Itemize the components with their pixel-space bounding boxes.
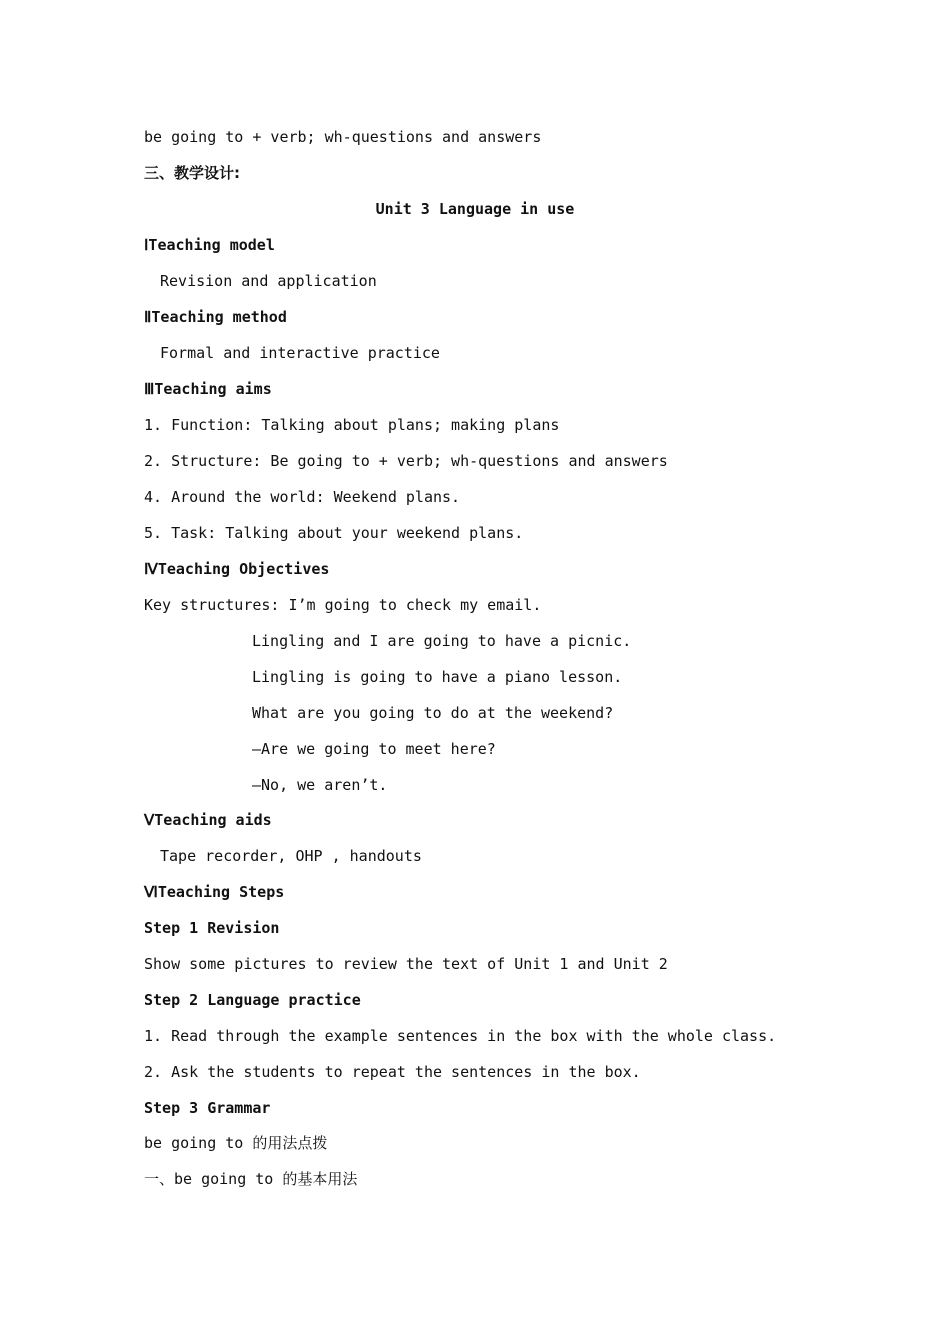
heading-teaching-steps: ⅥTeaching Steps xyxy=(144,883,285,901)
text-line: 一、be going to 的基本用法 xyxy=(144,1170,358,1188)
list-item: 1. Read through the example sentences in the box with the whole class. xyxy=(144,1027,777,1045)
list-item: 4. Around the world: Weekend plans. xyxy=(144,488,461,506)
heading-teaching-objectives: ⅣTeaching Objectives xyxy=(144,560,330,578)
list-item: 1. Function: Talking about plans; making plans xyxy=(144,416,560,434)
list-item: 5. Task: Talking about your weekend plans. xyxy=(144,524,524,542)
section-heading: 三、教学设计: xyxy=(144,164,240,182)
heading-teaching-aims: ⅢTeaching aims xyxy=(144,380,272,398)
heading-teaching-aids: ⅤTeaching aids xyxy=(144,811,272,829)
list-item: 2. Structure: Be going to + verb; wh-questions and answers xyxy=(144,452,668,470)
text-line: Tape recorder, OHP , handouts xyxy=(160,847,422,865)
example-sentence: —Are we going to meet here? xyxy=(252,740,496,758)
example-sentence: —No, we aren’t. xyxy=(252,776,388,794)
list-item: 2. Ask the students to repeat the sentences in the box. xyxy=(144,1063,641,1081)
text-line: be going to 的用法点拨 xyxy=(144,1134,328,1152)
heading-teaching-model: ⅠTeaching model xyxy=(144,236,275,254)
text-line: Show some pictures to review the text of Unit 1 and Unit 2 xyxy=(144,955,668,973)
heading-teaching-method: ⅡTeaching method xyxy=(144,308,287,326)
document-title: Unit 3 Language in use xyxy=(375,200,575,218)
text-line: Revision and application xyxy=(160,272,377,290)
step-heading: Step 1 Revision xyxy=(144,919,280,937)
step-heading: Step 3 Grammar xyxy=(144,1099,271,1117)
text-line: Formal and interactive practice xyxy=(160,344,440,362)
example-sentence: Lingling is going to have a piano lesson. xyxy=(252,668,623,686)
text-line: Key structures: I’m going to check my email. xyxy=(144,596,542,614)
text-line: be going to + verb; wh-questions and answers xyxy=(144,128,542,146)
example-sentence: What are you going to do at the weekend? xyxy=(252,704,614,722)
example-sentence: Lingling and I are going to have a picnic. xyxy=(252,632,632,650)
step-heading: Step 2 Language practice xyxy=(144,991,361,1009)
